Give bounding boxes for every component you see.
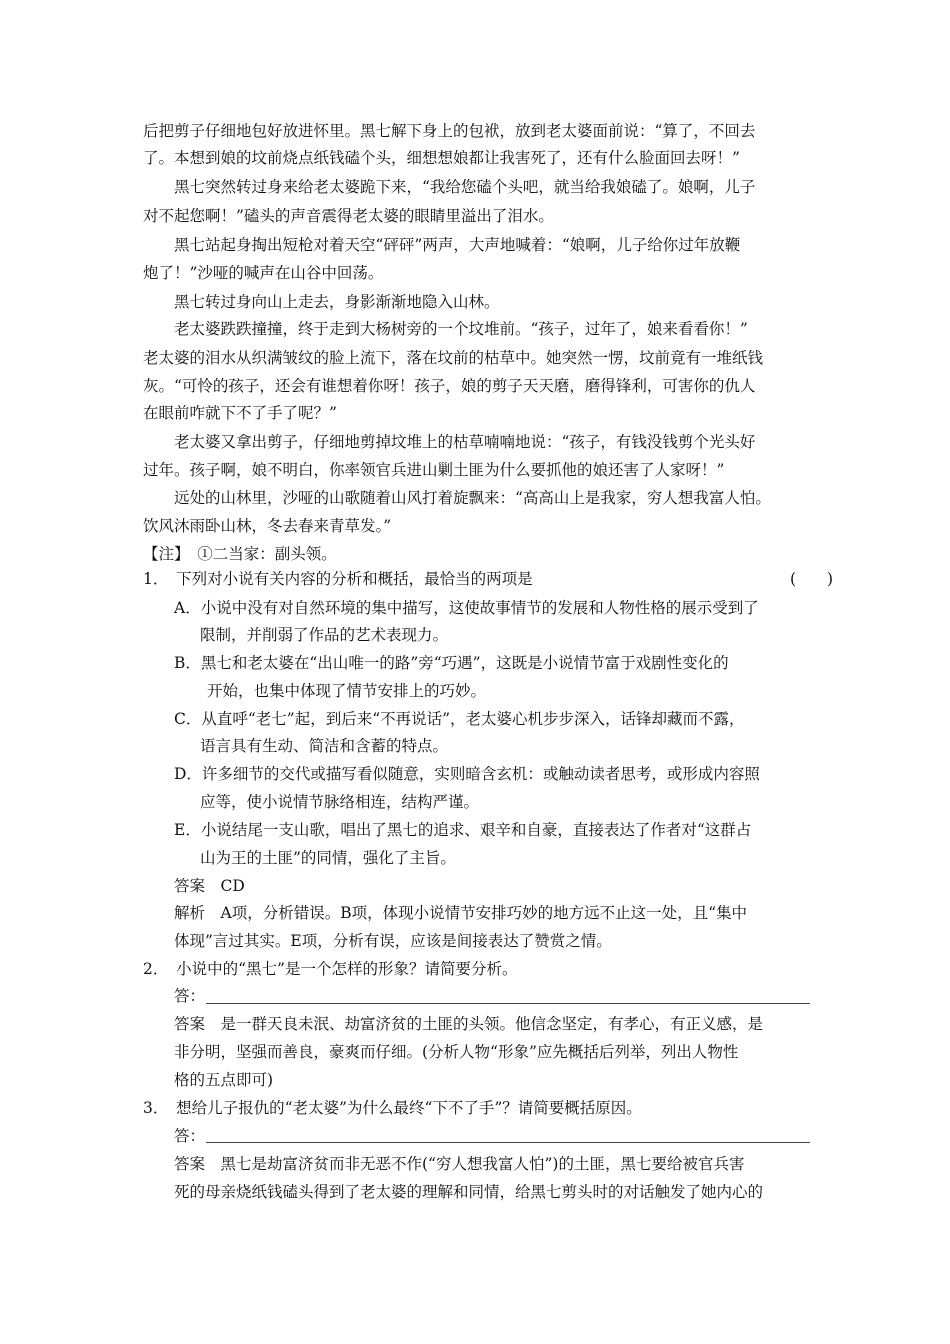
question-1-stem: 1． 下列对小说有关内容的分析和概括，最恰当的两项是: [143, 570, 533, 588]
footnote: 【注】 ①二当家：副头领。: [143, 545, 337, 563]
story-line: 对不起您啊！”磕头的声音震得老太婆的眼睛里溢出了泪水。: [143, 207, 554, 225]
question-1-analysis: 体现”言过其实。E项，分析有误，应该是间接表达了赞赏之情。: [174, 932, 612, 950]
option-b-line-1: B．黑七和老太婆在“出山唯一的路”旁“巧遇”，这既是小说情节富于戏剧性变化的: [174, 654, 729, 672]
option-c-line-2: 语言具有生动、简洁和含蓄的特点。: [200, 737, 449, 755]
option-a-line-1: A．小说中没有对自然环境的集中描写，这使故事情节的发展和人物性格的展示受到了: [174, 599, 759, 617]
story-line: 灰。“可怜的孩子，还会有谁想着你呀！孩子，娘的剪子天天磨，磨得锋利，可害你的仇人: [143, 377, 756, 395]
question-1-analysis: 解析 A项，分析错误。B项，体现小说情节安排巧妙的地方远不止这一处，且“集中: [174, 904, 748, 922]
story-line: 黑七转过身向山上走去，身影渐渐地隐入山林。: [174, 293, 500, 311]
option-d-line-1: D．许多细节的交代或描写看似随意，实则暗含玄机：或触动读者思考，或形成内容照: [174, 765, 760, 783]
option-e-line-1: E．小说结尾一支山歌，唱出了黑七的追求、艰辛和自豪，直接表达了作者对“这群占: [174, 821, 752, 839]
question-3-answer: 死的母亲烧纸钱磕头得到了老太婆的理解和同情，给黑七剪头时的对话触发了她内心的: [174, 1183, 764, 1201]
story-line: 老太婆的泪水从织满皱纹的脸上流下，落在坟前的枯草中。她突然一愣，坟前竟有一堆纸钱: [143, 349, 764, 367]
story-line: 炮了！”沙哑的喊声在山谷中回荡。: [143, 264, 384, 282]
question-3-stem: 3． 想给儿子报仇的“老太婆”为什么最终“下不了手”？请简要概括原因。: [143, 1099, 642, 1117]
option-a-line-2: 限制，并削弱了作品的艺术表现力。: [200, 626, 449, 644]
story-line: 了。本想到娘的坟前烧点纸钱磕个头，细想想娘都让我害死了，还有什么脸面回去呀！”: [143, 149, 740, 167]
story-line: 后把剪子仔细地包好放进怀里。黑七解下身上的包袱，放到老太婆面前说：“算了，不回去: [143, 122, 756, 140]
option-e-line-2: 山为王的土匪”的同情，强化了主旨。: [200, 849, 456, 867]
option-d-line-2: 应等，使小说情节脉络相连，结构严谨。: [200, 793, 480, 811]
answer-prompt: 答：: [174, 987, 206, 1005]
answer-blank-line: [206, 1142, 810, 1143]
option-b-line-2: 开始，也集中体现了情节安排上的巧妙。: [207, 682, 487, 700]
story-line: 饮风沐雨卧山林，冬去春来青草发。”: [143, 517, 392, 535]
question-2-stem: 2． 小说中的“黑七”是一个怎样的形象？请简要分析。: [143, 960, 518, 978]
option-c-line-1: C．从直呼“老七”起，到后来“不再说话”，老太婆心机步步深入，话锋却藏而不露，: [174, 710, 745, 728]
story-line: 在眼前咋就下不了手了呢？”: [143, 404, 337, 422]
story-line: 黑七站起身掏出短枪对着天空“砰砰”两声，大声地喊着：“娘啊，儿子给你过年放鞭: [174, 236, 741, 254]
question-2-answer: 非分明，坚强而善良，豪爽而仔细。(分析人物“形象”应先概括后列举，列出人物性: [174, 1043, 739, 1061]
question-2-answer: 格的五点即可): [174, 1071, 274, 1089]
story-line: 过年。孩子啊，娘不明白，你率领官兵进山剿土匪为什么要抓他的娘还害了人家呀！”: [143, 461, 725, 479]
answer-prompt: 答：: [174, 1127, 206, 1145]
answer-blank-line: [206, 1003, 810, 1004]
question-1-answer: 答案 CD: [174, 877, 245, 895]
story-line: 远处的山林里，沙哑的山歌随着山风打着旋飘来：“高高山上是我家，穷人想我富人怕。: [174, 489, 771, 507]
story-line: 黑七突然转过身来给老太婆跪下来，“我给您磕个头吧，就当给我娘磕了。娘啊，儿子: [174, 178, 756, 196]
question-2-answer: 答案 是一群天良未泯、劫富济贫的土匪的头领。他信念坚定，有孝心，有正义感，是: [174, 1015, 764, 1033]
story-line: 老太婆跌跌撞撞，终于走到大杨树旁的一个坟堆前。“孩子，过年了，娘来看看你！”: [174, 320, 748, 338]
question-3-answer: 答案 黑七是劫富济贫而非无恶不作(“穷人想我富人怕”)的土匪，黑七要给被官兵害: [174, 1155, 745, 1173]
story-line: 老太婆又拿出剪子，仔细地剪掉坟堆上的枯草喃喃地说：“孩子，有钱没钱剪个光头好: [174, 433, 756, 451]
answer-parentheses: ( ): [790, 570, 834, 588]
